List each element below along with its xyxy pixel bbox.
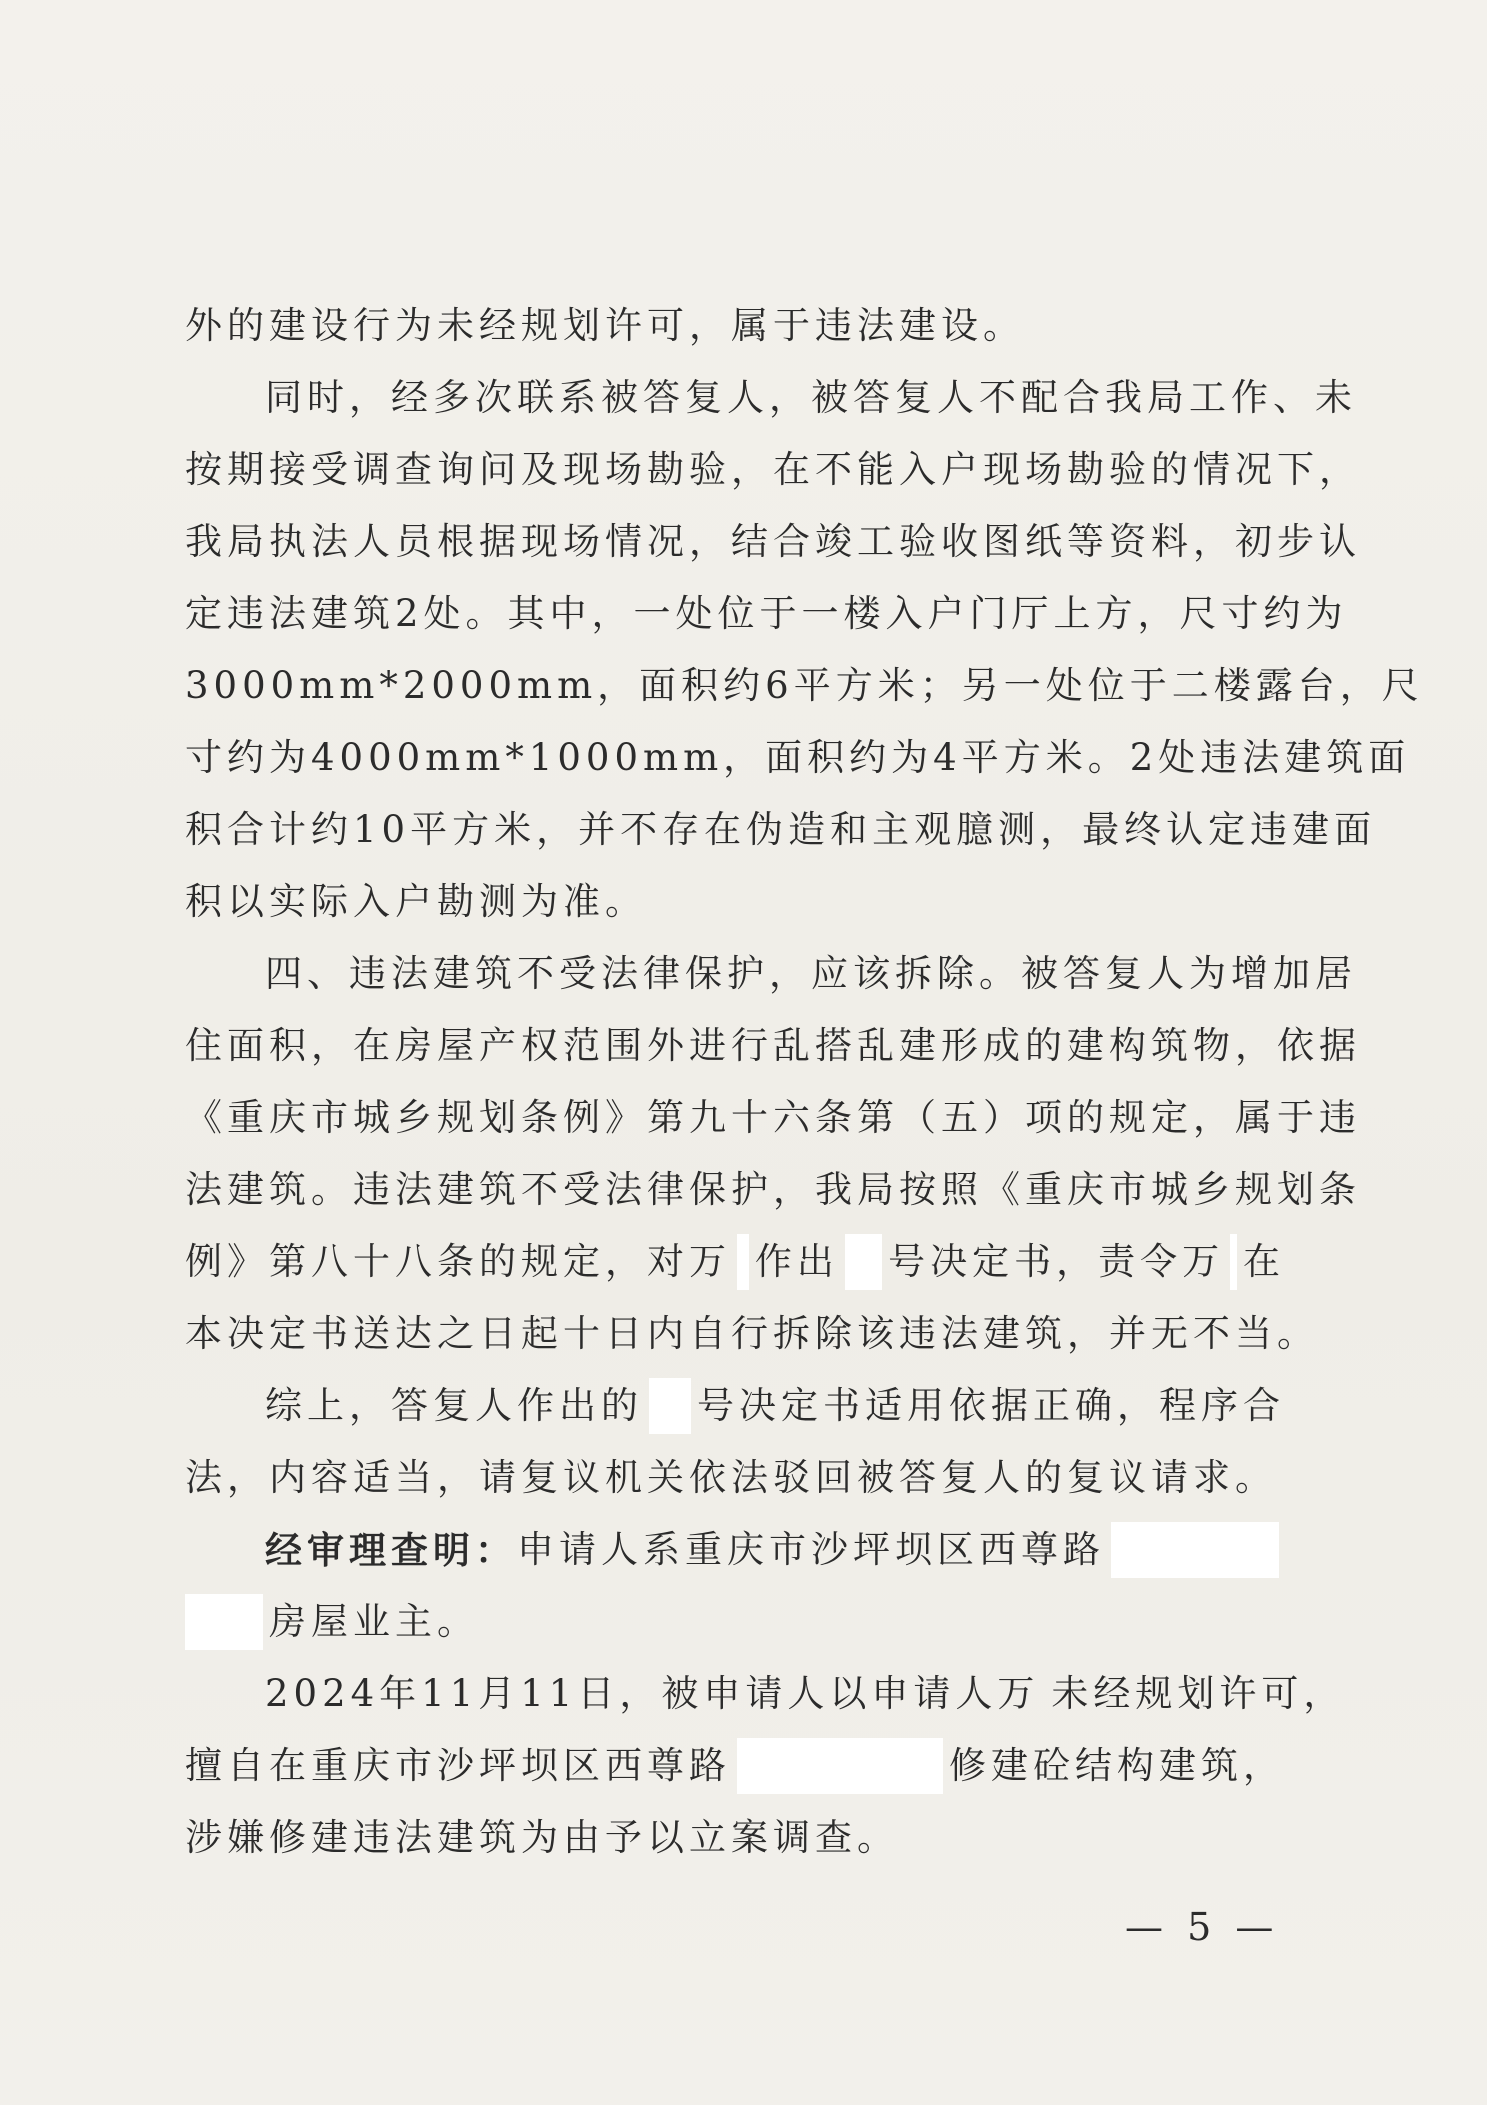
line-text: 同时，经多次联系被答复人，被答复人不配合我局工作、未 <box>265 376 1357 419</box>
findings-label: 经审理查明： <box>265 1528 517 1572</box>
line-text: 定违法建筑2处。其中，一处位于一楼入户门厅上方，尺寸约为 <box>185 592 1348 635</box>
line-text: 四、违法建筑不受法律保护，应该拆除。被答复人为增加居 <box>265 952 1357 995</box>
redaction-box <box>1230 1234 1237 1290</box>
line-text: 按期接受调查询问及现场勘验，在不能入户现场勘验的情况下， <box>185 448 1361 491</box>
page-number: — 5 — <box>1125 1905 1280 1949</box>
line-text: 积以实际入户勘测为准。 <box>185 880 647 923</box>
line-text: 号决定书，责令万 <box>888 1240 1225 1283</box>
text-line <box>185 1298 1319 1370</box>
text-line <box>185 866 1285 938</box>
line-text: 涉嫌修建违法建筑为由予以立案调查。 <box>185 1816 899 1859</box>
redaction-box <box>185 1594 263 1650</box>
redaction-box <box>737 1738 943 1794</box>
text-line <box>185 1082 1361 1154</box>
text-line <box>185 1730 1285 1802</box>
line-text: 号决定书适用依据正确，程序合 <box>697 1384 1285 1427</box>
document-body <box>185 290 1424 1874</box>
line-text: 我局执法人员根据现场情况，结合竣工验收图纸等资料，初步认 <box>185 520 1361 563</box>
line-text: 未经规划许可， <box>1051 1672 1346 1715</box>
redaction-box <box>845 1234 882 1290</box>
text-line <box>185 1658 1346 1730</box>
text-line <box>185 794 1377 866</box>
text-line <box>185 1010 1361 1082</box>
text-line <box>185 578 1348 650</box>
line-text: 本决定书送达之日起十日内自行拆除该违法建筑，并无不当。 <box>185 1312 1319 1355</box>
text-line <box>185 938 1357 1010</box>
line-text: 外的建设行为未经规划许可，属于违法建设。 <box>185 304 1025 347</box>
text-line <box>185 1154 1361 1226</box>
line-text: 例》第八十八条的规定，对万 <box>185 1240 731 1283</box>
line-text: 法，内容适当，请复议机关依法驳回被答复人的复议请求。 <box>185 1456 1277 1499</box>
redaction-box <box>737 1234 749 1290</box>
text-line <box>185 650 1424 722</box>
line-text: 《重庆市城乡规划条例》第九十六条第（五）项的规定，属于违 <box>185 1096 1361 1139</box>
text-line <box>185 1442 1285 1514</box>
text-line <box>185 362 1357 434</box>
text-line <box>185 1802 1285 1874</box>
line-text: 寸约为4000mm*1000mm，面积约为4平方米。2处违法建筑面 <box>185 736 1411 779</box>
text-line <box>185 506 1361 578</box>
text-line <box>185 1370 1285 1442</box>
line-text: 3000mm*2000mm，面积约6平方米；另一处位于二楼露台，尺 <box>185 664 1424 707</box>
line-text: 作出 <box>754 1240 839 1283</box>
text-line <box>185 1514 1285 1586</box>
line-text: 综上，答复人作出的 <box>265 1384 643 1427</box>
line-text: 修建砼结构建筑， <box>949 1744 1285 1787</box>
line-text: 积合计约10平方米，并不存在伪造和主观臆测，最终认定违建面 <box>185 808 1377 851</box>
line-text: 住面积，在房屋产权范围外进行乱搭乱建形成的建构筑物，依据 <box>185 1024 1361 1067</box>
text-line <box>185 434 1361 506</box>
text-line <box>185 722 1411 794</box>
redaction-box <box>1111 1522 1279 1578</box>
line-text: 申请人系重庆市沙坪坝区西尊路 <box>517 1528 1105 1571</box>
line-text: 擅自在重庆市沙坪坝区西尊路 <box>185 1744 731 1787</box>
line-text: 法建筑。违法建筑不受法律保护，我局按照《重庆市城乡规划条 <box>185 1168 1361 1211</box>
text-line <box>185 1586 1285 1658</box>
text-line <box>185 1226 1285 1298</box>
line-text: 房屋业主。 <box>269 1600 479 1643</box>
text-line <box>185 290 1285 362</box>
line-text: 2024年11月11日，被申请人以申请人万 <box>265 1672 1040 1715</box>
redaction-box <box>649 1378 691 1434</box>
line-text: 在 <box>1243 1240 1285 1283</box>
